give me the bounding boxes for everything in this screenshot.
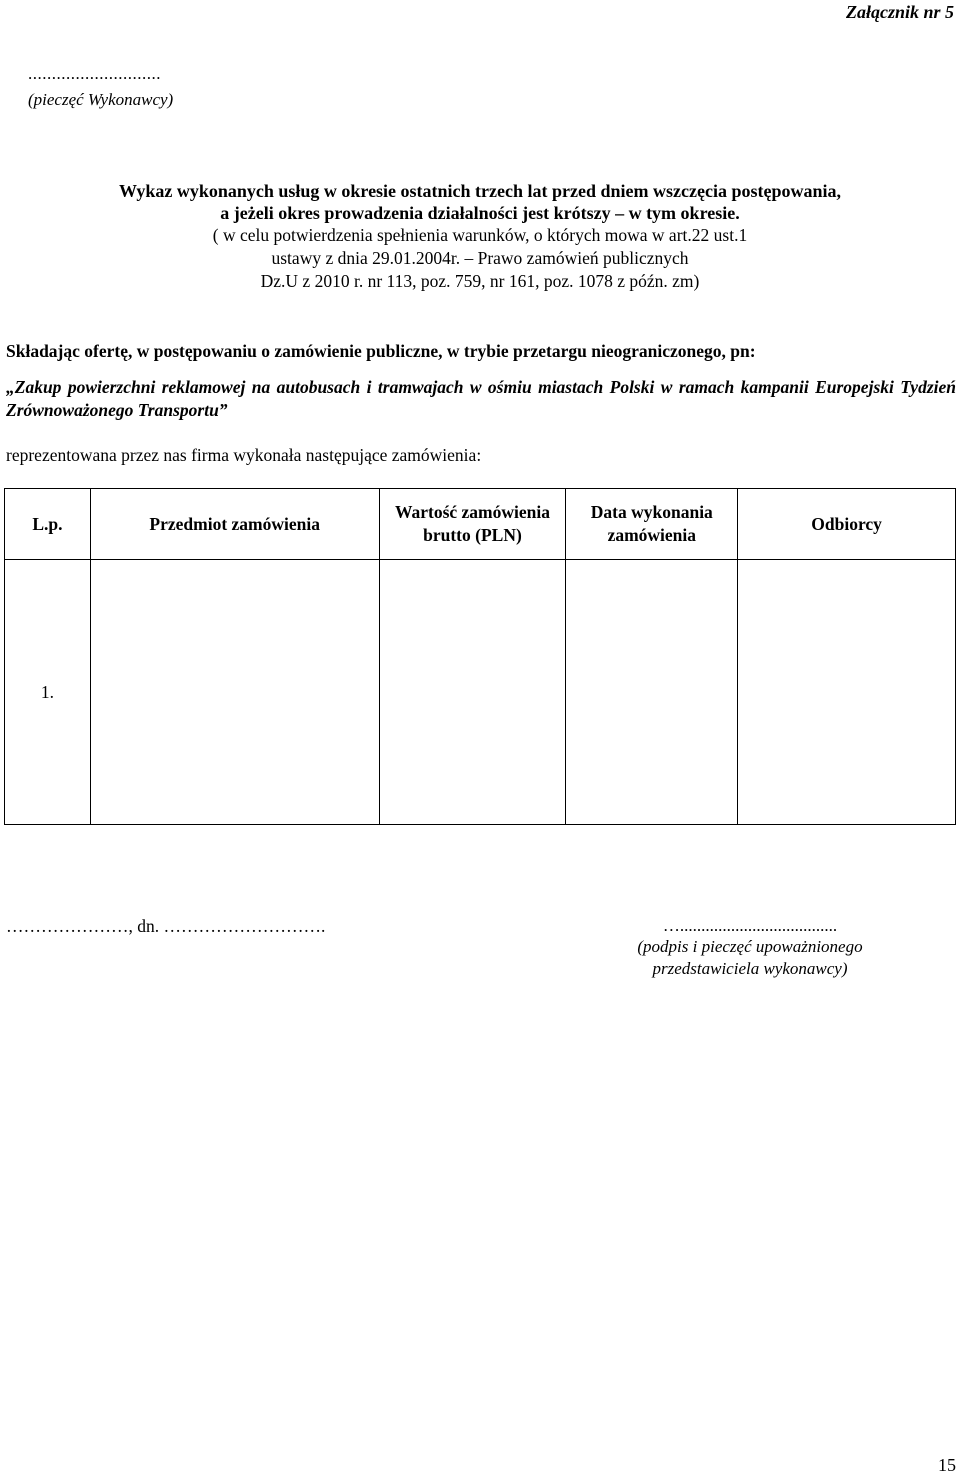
legal-basis-line-2: ustawy z dnia 29.01.2004r. – Prawo zamówień publicznych [271,248,689,268]
signature-caption-2: przedstawiciela wykonawcy) [652,959,848,978]
signature-dotted-line: …..................................... [662,916,838,935]
legal-basis-line-1: ( w celu potwierdzenia spełnienia warunków, o których mowa w art.22 ust.1 [212,225,748,245]
header-recipients: Odbiorcy [738,489,956,560]
intro-text: Składając ofertę, w postępowaniu o zamówienie publiczne, w trybie przetargu nieograniczonego, pn: [6,341,756,361]
header-lp: L.p. [5,489,91,560]
services-table [4,488,956,825]
title-line-1: Wykaz wykonanych usług w okresie ostatnich trzech lat przed dniem wszczęcia postępowania, [119,181,841,201]
cell-value[interactable] [379,560,566,825]
stamp-dotted-line: ............................ [28,64,161,83]
signature-block [560,916,940,980]
signature-caption-1: (podpis i pieczęć upoważnionego [637,937,863,956]
cell-recipients[interactable] [738,560,956,825]
represent-text: reprezentowana przez nas firma wykonała następujące zamówienia: [6,445,482,465]
cell-lp[interactable]: 1. [5,560,91,825]
header-date: Data wykonania zamówienia [566,489,738,560]
header-value: Wartość zamówienia brutto (PLN) [379,489,566,560]
cell-date[interactable] [566,560,738,825]
document-title [0,180,960,293]
legal-basis-line-3: Dz.U z 2010 r. nr 113, poz. 759, nr 161, poz. 1078 z późn. zm) [260,271,700,291]
table-row [5,560,956,825]
procurement-subject: „Zakup powierzchni reklamowej na autobusach i tramwajach w ośmiu miastach Polski w ramach kampanii Europejski Tydzień Zrównoważonego Transportu” [6,377,956,420]
page-number: 15 [938,1455,956,1475]
table-header-row [5,489,956,560]
cell-subject[interactable] [90,560,379,825]
stamp-caption: (pieczęć Wykonawcy) [28,90,174,109]
header-subject: Przedmiot zamówienia [90,489,379,560]
title-line-2: a jeżeli okres prowadzenia działalności jest krótszy – w tym okresie. [220,203,740,223]
place-date-line: …………………, dn. ………………………. [6,916,326,936]
attachment-label: Załącznik nr 5 [845,2,954,22]
